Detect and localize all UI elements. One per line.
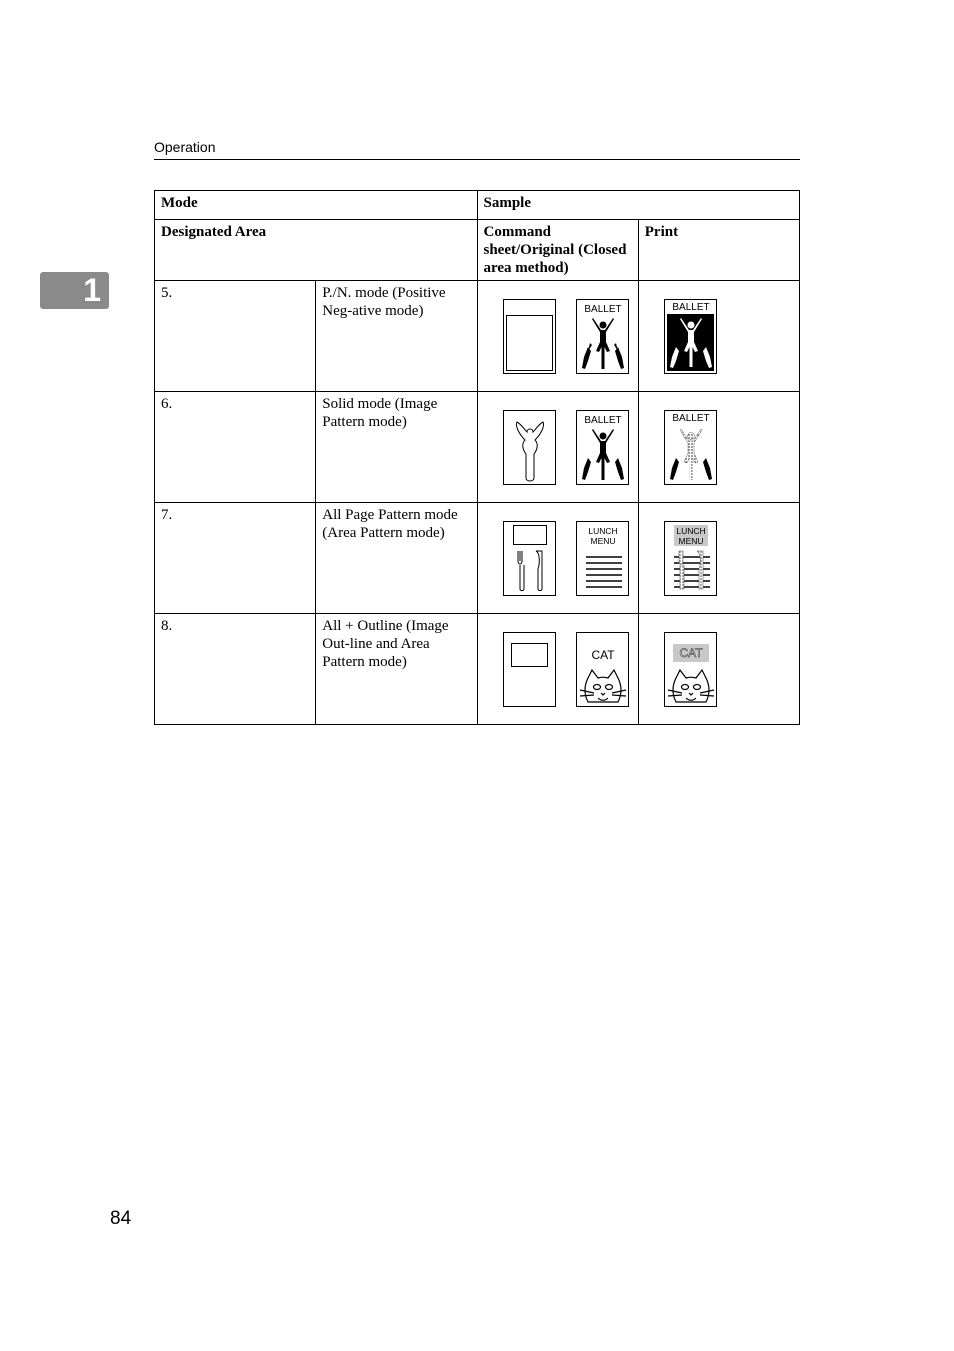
table-head-row-1: [155, 191, 800, 220]
mode-number: 8.: [155, 614, 316, 725]
original-figure: [576, 521, 632, 599]
command-sheet-figure: [503, 521, 559, 599]
command-sheet-cell: [477, 281, 638, 392]
running-header: Operation: [154, 139, 216, 155]
table-head-row-2: [155, 220, 800, 281]
print-cell: [638, 392, 799, 503]
mode-number: 5.: [155, 281, 316, 392]
table-row: [155, 281, 800, 392]
print-cell: [638, 503, 799, 614]
original-label: BALLET: [583, 304, 622, 315]
print-figure: [664, 521, 720, 599]
command-sheet-cell: [477, 614, 638, 725]
fork-pattern-icon: [679, 551, 684, 589]
mode-description: All Page Pattern mode (Area Pattern mode): [316, 503, 477, 614]
table-row: [155, 503, 800, 614]
command-sheet-figure: [503, 632, 559, 710]
command-sheet-figure: [503, 410, 559, 488]
command-sheet-cell: [477, 392, 638, 503]
designated-area-header: Designated Area: [155, 220, 478, 281]
mode-number: 6.: [155, 392, 316, 503]
command-sheet-figure: [503, 299, 559, 377]
table-row: [155, 392, 800, 503]
command-sheet-cell: [477, 503, 638, 614]
chapter-tab: 1: [40, 272, 109, 309]
mode-description: All + Outline (Image Out-line and Area Pattern mode): [316, 614, 477, 725]
mode-header: Mode: [155, 191, 478, 220]
original-label: CAT: [590, 648, 615, 662]
print-cell: [638, 281, 799, 392]
print-cell: [638, 614, 799, 725]
header-rule: [154, 159, 800, 160]
mode-number: 7.: [155, 503, 316, 614]
table-row: [155, 614, 800, 725]
mode-description: P./N. mode (Positive Neg-ative mode): [316, 281, 477, 392]
print-label: BALLET: [672, 413, 710, 424]
original-label: BALLET: [583, 415, 622, 426]
print-figure: [664, 632, 720, 710]
print-label: BALLET: [672, 302, 710, 313]
page-number: 84: [110, 1208, 132, 1229]
mode-description: Solid mode (Image Pattern mode): [316, 392, 477, 503]
sample-header: Sample: [477, 191, 800, 220]
print-figure: [664, 299, 720, 377]
print-label: CAT: [679, 646, 703, 660]
print-label: LUNCH MENU: [676, 526, 706, 546]
mode-sample-table: [154, 190, 800, 725]
original-figure: [576, 299, 632, 377]
print-header: Print: [638, 220, 799, 281]
original-figure: [576, 632, 632, 710]
original-figure: [576, 410, 632, 488]
original-label: LUNCH MENU: [587, 526, 618, 546]
command-sheet-header: Command sheet/Original (Closed area method): [477, 220, 638, 281]
print-figure: [664, 410, 720, 488]
